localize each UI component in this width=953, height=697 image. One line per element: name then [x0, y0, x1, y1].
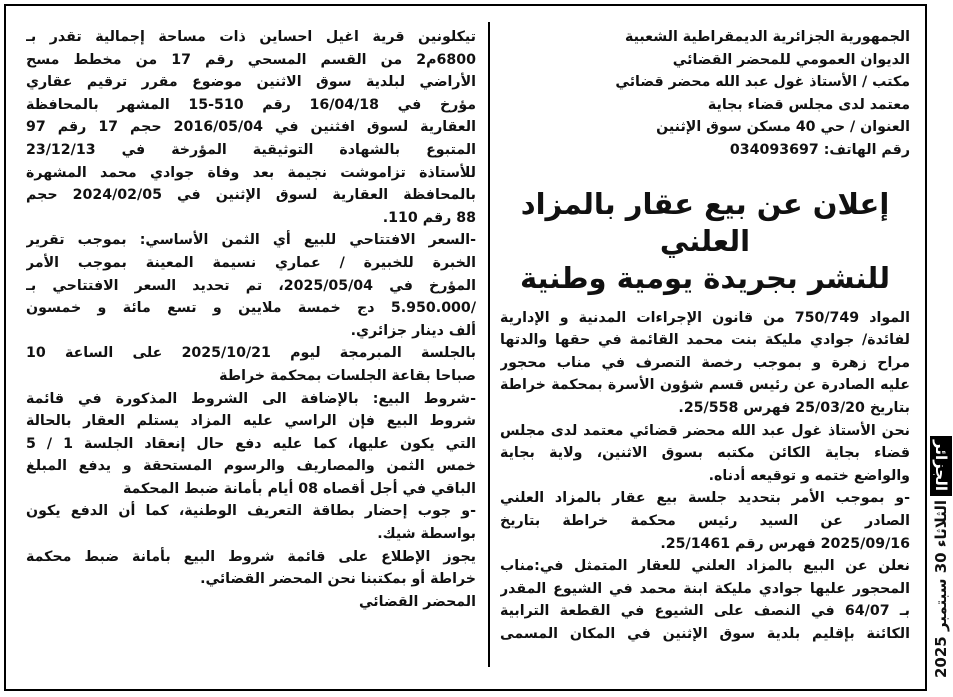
signature-line: المحضر القضائي: [358, 593, 476, 610]
right-column: [500, 26, 910, 645]
right-body: [500, 307, 910, 646]
notice-headline: [500, 186, 910, 297]
body-line: قضاء بجاية الكائن مكتبه بسوق الاثنين، ولاية بجاية: [500, 445, 910, 462]
body-line: مؤرخ في 16/04/18 رقم 510-15 المشهر بالمحافظة: [26, 96, 476, 113]
headline-line: العلني: [659, 223, 751, 258]
body-line: المواد 750/749 من قانون الإجراءات المدنية و الإدارية: [500, 309, 910, 326]
body-line: -و بموجب الأمر بتحديد جلسة بيع عقار بالمزاد العلني: [500, 490, 910, 507]
body-line: بالمحافظة العقارية لسوق الإثنين في 2024/02/05 حجم: [26, 187, 476, 204]
body-line: خراطة أو بمكتبنا نحن المحضر القضائي.: [200, 571, 476, 588]
body-line: 88 رقم 110.: [382, 209, 476, 226]
headline-line: إعلان عن بيع عقار بالمزاد: [520, 186, 890, 221]
body-line: -و جوب إحضار بطاقة التعريف الوطنية، كما أن الدفع يكون: [26, 503, 476, 520]
body-line: نحن الأستاذ غول عبد الله محضر قضائي معتمد لدى مجلس: [500, 422, 910, 439]
body-line: لفائدة/ جوادي مليكة بنت محمد القائمة في حقها والدتها: [500, 332, 910, 349]
body-line: للأستاذة تزاموشت نجيمة بعد وفاة جوادي محمد المشهرة: [26, 164, 476, 181]
body-line: المحجور عليها جوادي مليكة ابنة محمد في الشيوع المقدر: [500, 580, 910, 597]
body-line: الكائنة بإقليم بلدية سوق الإثنين في المكان المسمى: [500, 625, 910, 642]
header-line: مكتب / الأستاذ غول عبد الله محضر قضائي: [615, 74, 910, 91]
body-line: يجوز الإطلاع على قائمة شروط البيع بأمانة ضبط محكمة: [26, 548, 476, 565]
body-line: تيكلونين قرية اغيل احساين ذات مساحة إجمالية تقدر بـ: [26, 29, 476, 45]
header-line: الديوان العمومي للمحضر القضائي: [672, 51, 910, 68]
header-line: الجمهورية الجزائرية الديمقراطية الشعبية: [625, 29, 910, 45]
header-block: [500, 26, 910, 162]
body-line: العقارية لسوق افثنين في 2016/05/04 حجم 17 رقم 97: [26, 119, 476, 136]
issue-date: الثلاثاء 30 سبتمبر 2025: [932, 500, 950, 679]
header-line: رقم الهاتف: 034093697: [729, 141, 910, 158]
headline-line: للنشر بجريدة يومية وطنية: [519, 260, 891, 295]
body-line: المؤرخ في 2025/05/04، تم تحديد السعر الافتتاحي بـ: [26, 277, 476, 294]
body-line: ألف دينار جزائري.: [350, 322, 476, 339]
body-line: /5.950.000 دج خمسة ملايين و تسع مائة و خمسون: [26, 300, 476, 317]
body-line: بـ 64/07 في النصف على الشيوع في القطعة الترابية: [500, 603, 910, 620]
body-line: -شروط البيع: بالإضافة الى الشروط المذكورة في قائمة: [26, 390, 476, 407]
body-line: بواسطة شيك.: [377, 526, 476, 543]
body-line: الباقي في أجل أقصاه 08 أيام بأمانة ضبط المحكمة: [122, 480, 476, 497]
body-line: عليه الصادرة عن رئيس قسم شؤون الأسرة بمحكمة خراطة: [500, 377, 910, 394]
body-line: شروط البيع فإن الراسي عليه المزاد يستلم العقار بالحالة: [26, 413, 476, 430]
body-line: الصادر عن السيد رئيس محكمة خراطة بتاريخ: [500, 512, 910, 529]
body-line: الأراضي لبلدية سوق الاثنين موضوع مقرر ترقيم عقاري: [26, 74, 476, 91]
body-line: -السعر الافتتاحي للبيع أي الثمن الأساسي: بموجب تقرير: [26, 232, 476, 249]
newspaper-logo: الجزائر: [930, 436, 952, 496]
header-line: العنوان / حي 40 مسكن سوق الإثنين: [656, 119, 910, 136]
body-line: خمس الثمن والمصاريف والرسوم المستحقة و يدفع المبلغ: [26, 458, 476, 475]
left-column: [26, 26, 476, 613]
body-line: 6800م2 من القسم المسحي رقم 17 من مخطط مسح: [26, 51, 476, 68]
column-divider: [488, 22, 490, 667]
body-line: المتبوع بالشهادة التوثيقية المؤرخة في 23/12/13: [26, 141, 476, 158]
side-strip: [929, 436, 953, 692]
body-line: والواضع ختمه و توقيعه أدناه.: [708, 467, 910, 484]
body-line: 2025/09/16 فهرس رقم 25/1461.: [660, 535, 910, 552]
body-line: بتاريخ 25/03/20 فهرس 25/558.: [678, 399, 910, 416]
body-line: الخبرة للخبيرة / عماري نسيمة المعينة بموجب الأمر: [26, 254, 476, 271]
body-line: صباحا بقاعة الجلسات بمحكمة خراطة: [219, 367, 476, 384]
body-line: نعلن عن البيع بالمزاد العلني للعقار المتمثل في:مناب: [500, 558, 910, 575]
body-line: بالجلسة المبرمجة ليوم 2025/10/21 على الساعة 10: [26, 345, 476, 362]
header-line: معتمد لدى مجلس قضاء بجاية: [707, 96, 910, 113]
body-line: التي يكون عليها، كما عليه دفع حال إنعقاد الجلسة 1 / 5: [26, 435, 476, 452]
body-line: مراح زهرة و بموجب رخصة التصرف في مناب محجور: [500, 354, 910, 371]
